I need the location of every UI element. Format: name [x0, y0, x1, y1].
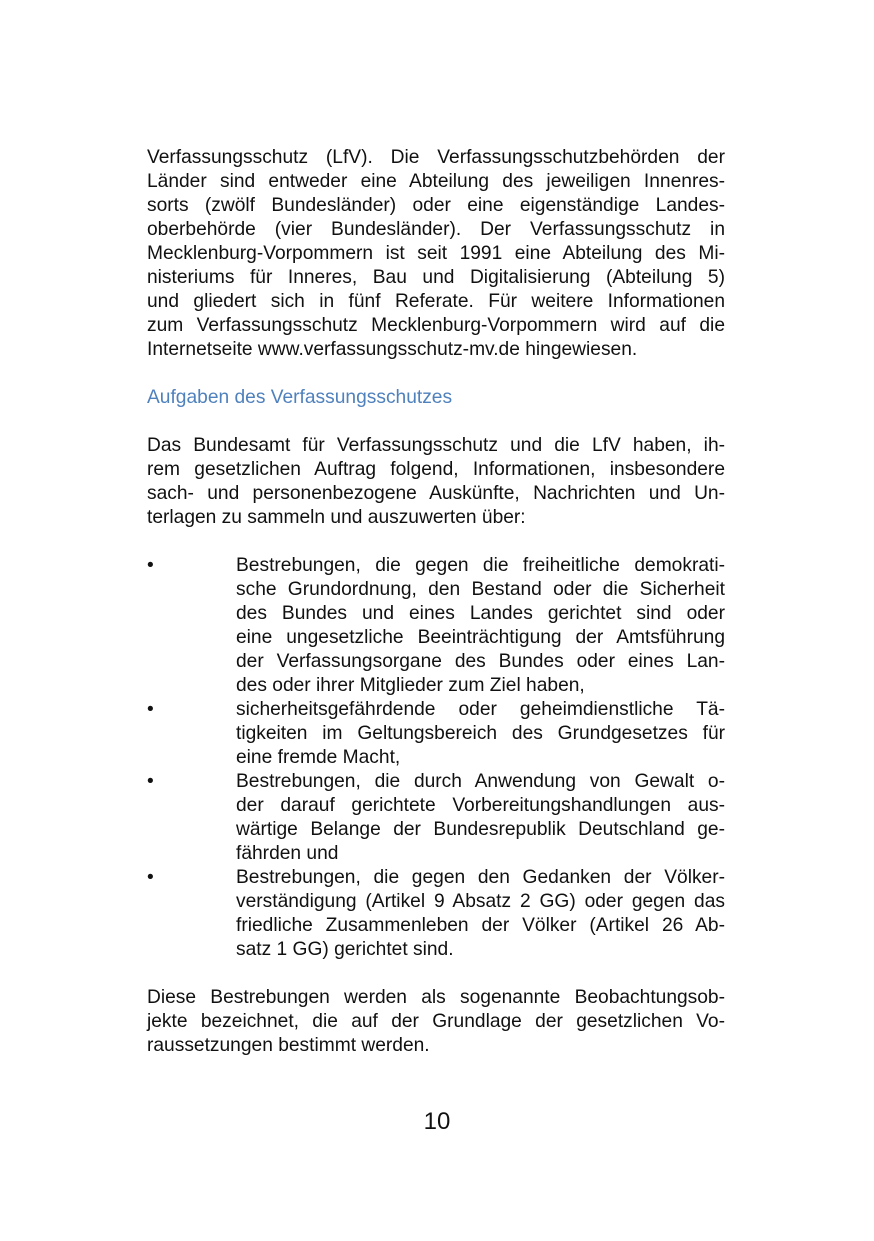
- list-item-line: satz 1 GG) gerichtet sind.: [236, 939, 454, 960]
- list-item-line: verständigung (Artikel 9 Absatz 2 GG) oder gegen das: [236, 891, 725, 912]
- list-item-line: friedliche Zusammenleben der Völker (Artikel 26 Ab-: [236, 915, 725, 936]
- intro-line: oberbehörde (vier Bundesländer). Der Verfassungsschutz in: [147, 219, 725, 240]
- list-item-line: tigkeiten im Geltungsbereich des Grundgesetzes für: [236, 723, 725, 744]
- intro-line: Internetseite www.verfassungsschutz-mv.de hingewiesen.: [147, 339, 638, 360]
- list-item-line: wärtige Belange der Bundesrepublik Deutschland ge-: [236, 819, 725, 840]
- list-item-line: eine ungesetzliche Beeinträchtigung der Amtsführung: [236, 627, 725, 648]
- closing-paragraph: [147, 986, 725, 1058]
- list-item-line: der Verfassungsorgane des Bundes oder eines Lan-: [236, 651, 725, 672]
- list-item: [147, 770, 725, 866]
- intro-line: und gliedert sich in fünf Referate. Für weitere Informationen: [147, 291, 725, 312]
- tasks-intro-line: sach- und personenbezogene Auskünfte, Nachrichten und Un-: [147, 483, 725, 504]
- list-item: [147, 866, 725, 962]
- list-item-line: fährden und: [236, 843, 339, 864]
- tasks-intro-line: terlagen zu sammeln und auszuwerten über:: [147, 507, 526, 528]
- bullet-icon: •: [147, 771, 154, 792]
- closing-line: Diese Bestrebungen werden als sogenannte Beobachtungsob-: [147, 987, 725, 1008]
- tasks-intro-line: rem gesetzlichen Auftrag folgend, Informationen, insbesondere: [147, 459, 725, 480]
- list-item-line: Bestrebungen, die gegen die freiheitliche demokrati-: [236, 555, 725, 576]
- list-item-line: Bestrebungen, die durch Anwendung von Gewalt o-: [236, 771, 725, 792]
- list-item-line: sicherheitsgefährdende oder geheimdienstliche Tä-: [236, 699, 725, 720]
- page-content: [147, 146, 725, 1058]
- section-heading: Aufgaben des Verfassungsschutzes: [147, 387, 453, 408]
- closing-line: raussetzungen bestimmt werden.: [147, 1035, 430, 1056]
- list-item: [147, 698, 725, 770]
- intro-line: zum Verfassungsschutz Mecklenburg-Vorpommern wird auf die: [147, 315, 725, 336]
- tasks-intro-paragraph: [147, 434, 725, 530]
- list-item: [147, 554, 725, 698]
- intro-line: nisteriums für Inneres, Bau und Digitalisierung (Abteilung 5): [147, 267, 725, 288]
- intro-paragraph: [147, 146, 725, 362]
- intro-line: Länder sind entweder eine Abteilung des jeweiligen Innenres-: [147, 171, 725, 192]
- task-list: [147, 554, 725, 962]
- bullet-icon: •: [147, 699, 154, 720]
- bullet-icon: •: [147, 555, 154, 576]
- bullet-icon: •: [147, 867, 154, 888]
- page-number: 10: [423, 1108, 451, 1135]
- intro-line: sorts (zwölf Bundesländer) oder eine eigenständige Landes-: [147, 195, 725, 216]
- list-item-line: eine fremde Macht,: [236, 747, 401, 768]
- intro-line: Mecklenburg-Vorpommern ist seit 1991 eine Abteilung des Mi-: [147, 243, 725, 264]
- tasks-intro-line: Das Bundesamt für Verfassungsschutz und die LfV haben, ih-: [147, 435, 725, 456]
- list-item-line: Bestrebungen, die gegen den Gedanken der Völker-: [236, 867, 725, 888]
- list-item-line: sche Grundordnung, den Bestand oder die Sicherheit: [236, 579, 725, 600]
- list-item-line: des oder ihrer Mitglieder zum Ziel haben,: [236, 675, 585, 696]
- intro-line: Verfassungsschutz (LfV). Die Verfassungsschutzbehörden der: [147, 147, 725, 168]
- list-item-line: des Bundes und eines Landes gerichtet sind oder: [236, 603, 725, 624]
- list-item-line: der darauf gerichtete Vorbereitungshandlungen aus-: [236, 795, 725, 816]
- closing-line: jekte bezeichnet, die auf der Grundlage der gesetzlichen Vo-: [147, 1011, 725, 1032]
